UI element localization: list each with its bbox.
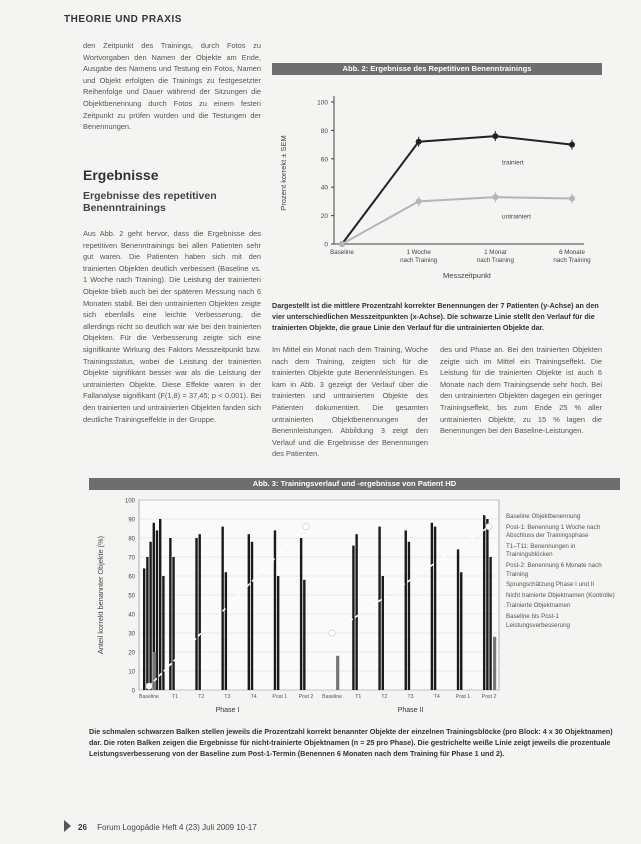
trained-bar [378,527,380,690]
trained-bar [489,557,491,690]
trained-bar [172,557,174,690]
x-tick-label: Baseline [139,694,159,700]
figure2-chart [272,78,602,296]
trained-bar [457,549,459,690]
data-point [416,139,422,145]
improvement-point [329,630,335,636]
trained-bar [277,576,279,690]
y-tick-label: 100 [124,498,135,505]
figure2-title: Abb. 2: Ergebnisse des Repetitiven Benenntrainings [272,63,602,75]
trained-bar [486,519,488,690]
y-axis-label: Anteil korrekt benannter Objekte (%) [96,535,105,655]
x-tick-label: T2 [381,694,388,700]
legend-entry: Nicht trainierte Objektnamen (Kontrolle) [506,591,615,599]
y-tick-label: 40 [320,184,328,192]
x-tick-label: 1 Monat [484,249,507,256]
trained-bar [352,546,354,690]
x-tick-label: T3 [224,694,231,700]
y-tick-label: 100 [317,99,328,107]
x-tick-label: Post 1 [455,694,471,700]
x-tick-label: Baseline [330,249,354,256]
x-tick-label: Post 2 [298,694,314,700]
trained-bar [274,530,276,690]
figure3-title: Abb. 3: Trainingsverlauf und -ergebnisse von Patient HD [89,478,620,490]
untrained-bar [493,637,496,690]
improvement-point [303,523,309,529]
x-tick-label: nach Training [476,257,514,264]
series-label: untrainiert [502,213,531,221]
legend-entry: Baseline Objektbenennung [506,513,581,520]
y-tick-label: 30 [128,631,135,638]
trained-bar [195,538,197,690]
phase-label: Phase I [215,707,240,714]
y-axis-label: Prozent korrekt ± SEM [279,135,288,211]
x-tick-label: T1 [355,694,362,700]
trained-bar [460,572,462,690]
series-line [342,136,572,244]
improvement-point [486,523,492,529]
trained-bar [483,515,485,690]
y-tick-label: 80 [320,127,328,135]
legend-entry: Post-2: Benennung 6 Monate nach Training [506,561,602,578]
y-tick-label: 70 [128,555,135,562]
section-header: THEORIE UND PRAXIS [64,14,182,25]
y-tick-label: 80 [128,536,135,543]
x-tick-label: nach Training [553,257,591,264]
figure3-chart [89,492,509,724]
x-tick-label: nach Training [400,257,438,264]
x-tick-label: 1 Woche [406,249,431,256]
x-tick-label: T4 [250,694,257,700]
trained-bar [300,538,302,690]
phase-label: Phase II [397,707,424,714]
legend-entry: Baseline bis Post-1 Leistungsverbesserung [506,612,570,629]
trained-bar [355,534,357,690]
page-number: 26 [78,823,87,832]
trained-bar [221,527,223,690]
trained-bar [146,557,148,690]
results-subheading: Ergebnisse des repetitiven Benenntrainings [83,190,217,214]
trained-bar [199,534,201,690]
trained-bar [303,580,305,690]
right-column-text: des und Phase an. Bei den trainierten Objekten zeigte sich im Mittel ein Trainingseffekt. Die Leistung für die trainierten Objekte ist auch 6 Monate nach dem Trainingsende sehr hoch. Bei den untrainierten Objekten dagegen ein geringer Trainingseffekt, bis zum Ende 25 % aller untrainierten Objekte, zu 15 % lagen die Benennungen bei den Baseline-Leistungen. [440,345,602,436]
figure2-caption: Dargestellt ist die mittlere Prozentzahl korrekter Benennungen der 7 Patienten (y-Achse) an den vier unterschiedlichen Messzeitpunkten (x-Achse). Die schwarze Linie stellt den Verlauf für die trainierten Objekte, die graue Linie den Verlauf für die untrainierten Objekte dar. [272,301,599,332]
figure3-caption: Die schmalen schwarzen Balken stellen jeweils die Prozentzahl korrekt benannter Objekte der einzelnen Trainingsblöcke (pro Block: 4 x 30 Objektnamen) dar. Die roten Balken zeigen die Ergebnisse für nicht-trainierte Objektnamen (n = 25 pro Phase). Die gestrichelte weiße Linie zeigt jeweils die prozentuale Leistungsverbesserung von der Baseline zum Post-1-Termin (Benennen 6 Monaten nach dem Training für Phase 1 und 2). [89,727,613,758]
intro-paragraph: den Zeitpunkt des Trainings, durch Fotos zu Wortvorgaben den Namen der Objekte am Ende, Ausgabe des Namens und Testung ein Fotos, Namen und Objekt erfolgten die Trainings zu festgesetzter Reihenfolge und Dauer während der Sitzungen die Objektbenennung durch Fotos zu einem festen Zeitpunkt zu prüfen wurden und die Testungen der Benennungen. [83,41,261,132]
y-tick-label: 20 [320,213,328,221]
x-tick-label: Baseline [322,694,343,700]
untrained-bar [153,652,156,690]
trained-bar [162,576,164,690]
trained-bar [225,572,227,690]
y-tick-label: 10 [128,669,135,676]
footer [78,823,257,832]
trained-bar [248,534,250,690]
x-tick-label: T2 [198,694,205,700]
x-tick-label: Post 1 [272,694,288,700]
data-point [339,241,345,247]
data-point [569,142,575,148]
trained-bar [149,542,151,690]
legend-entry: Sprungschätzung Phase I und II [506,581,595,589]
legend-entry: T1–T11: Benennungen in Trainingsblöcken [506,542,576,559]
series-label: trainiert [502,159,524,167]
improvement-point [146,683,152,689]
trained-bar [159,519,161,690]
footer-arrow-icon [64,820,71,832]
data-point [569,196,575,202]
x-axis-label: Messzeitpunkt [443,271,491,280]
x-tick-label: T1 [172,694,179,700]
data-point [416,198,422,204]
x-tick-label: T3 [407,694,414,700]
trained-bar [405,530,407,690]
trained-bar [431,523,433,690]
trained-bar [408,542,410,690]
middle-column-text: Im Mittel ein Monat nach dem Training, Woche nach dem Training, zeigten sich für die trainierten Objekte gute Benennleistungen. Es kam in Abb. 3 gezeigt der Verlauf über die trainierten und untrainierten Objekte des Patienten dokumentiert. Die gesamten untrainierten Objektbenennungen der Benennleistungen. Abbildung 3 zeigt den Verlauf und die Ergebnisse der Benennungen des Patienten. [272,345,428,459]
journal-info: Forum Logopädie Heft 4 (23) Juli 2009 10-17 [97,823,257,832]
data-point [492,133,498,139]
data-point [492,194,498,200]
results-body: Aus Abb. 2 geht hervor, dass die Ergebnisse des repetitiven Benenntrainings bei allen Patienten sehr gut waren. Die Patienten haben sich mit den trainierten Objekten deutlich verbessert (Baseline vs. 1 Woche nach Training). Die Leistung der trainierten Objekte blieb auch bei der späteren Messung nach 6 Monaten stabil. Bei den untrainierten Objekten zeigte sich ebenfalls eine leichte Verbesserung, die allerdings nicht so deutlich war wie bei den trainierten Objekten. Für die Verbesserung zeigte sich eine signifikante Wirkung des Faktors Messzeitpunkt bzw. Trainingsstatus, wobei die Leistung der trainierten Objekte signifikant besser war als die Leistung der untrainierten Objekte. Diese Effekte waren in der Fallanalyse signifikant (F(1,8) = 37,45; p < 0,001). Bei den trainierten und untrainierten Objekten fanden sich deutliche Trainingseffekte in der Gruppe. [83,229,261,424]
trained-bar [382,576,384,690]
figure3-legend [506,513,618,632]
legend-entry: Post-1: Benennung 1 Woche nach Abschluss der Trainingsphase [506,523,601,540]
y-tick-label: 0 [131,688,135,695]
results-heading: Ergebnisse [83,167,159,183]
legend-entry: Trainierte Objektnamen [506,602,571,610]
untrained-bar [336,656,339,690]
x-tick-label: T4 [433,694,440,700]
series-line [342,197,572,244]
y-tick-label: 40 [128,612,135,619]
trained-bar [169,538,171,690]
trained-bar [434,527,436,690]
x-tick-label: Post 2 [481,694,497,700]
y-tick-label: 60 [320,156,328,164]
y-tick-label: 0 [324,241,328,249]
trained-bar [251,542,253,690]
y-tick-label: 90 [128,517,135,524]
y-tick-label: 20 [128,650,135,657]
y-tick-label: 60 [128,574,135,581]
x-tick-label: 6 Monate [559,249,585,256]
y-tick-label: 50 [128,593,135,600]
trained-bar [143,568,145,690]
